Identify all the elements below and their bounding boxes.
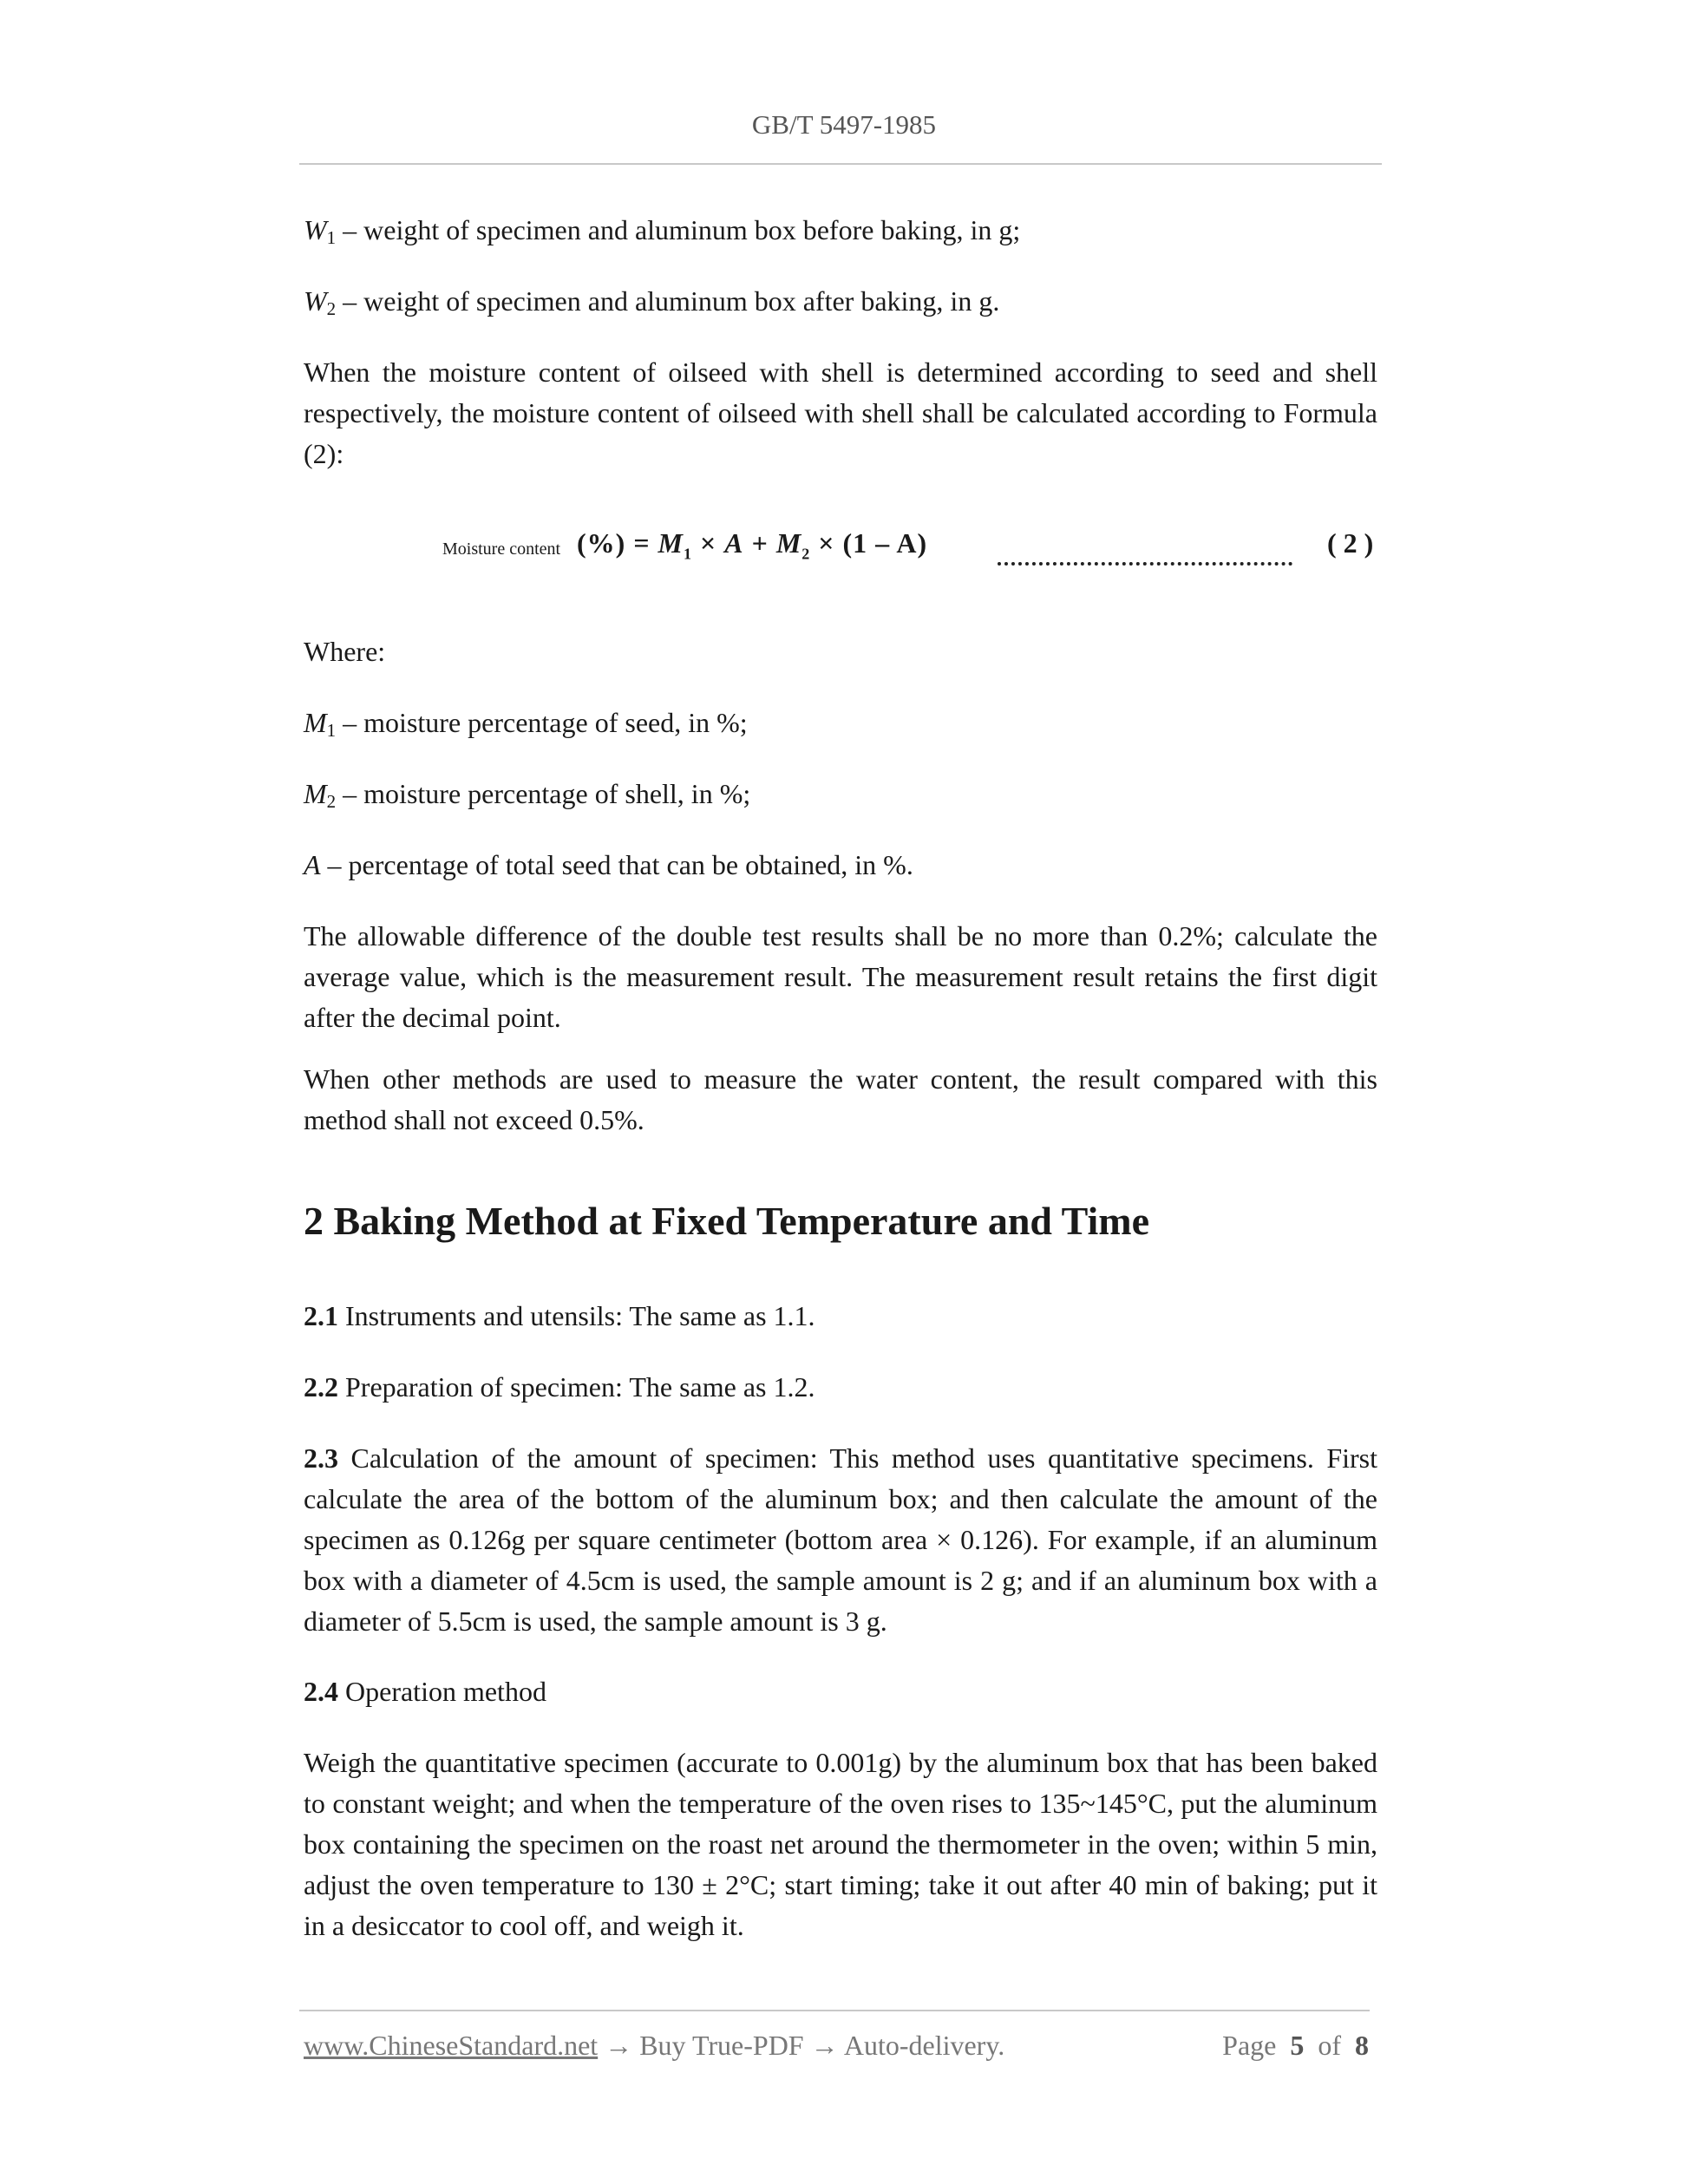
- variable-symbol: A: [304, 849, 321, 880]
- clause-number: 2.4: [304, 1676, 338, 1707]
- formula-leader-dots: [998, 527, 1292, 566]
- definition-m2: [304, 774, 1377, 818]
- variable-subscript: 1: [326, 227, 337, 248]
- header-divider: [299, 163, 1382, 165]
- variable-symbol: W: [304, 214, 327, 245]
- formula-number: ( 2 ): [1327, 527, 1374, 559]
- paragraph-allowable-difference: The allowable difference of the double test results shall be no more than 0.2%; calculate the average value, which is the measurement result. The measurement result retains the first digit after the decimal point.: [304, 920, 1377, 1033]
- clause-2-2: [304, 1367, 1377, 1408]
- variable-subscript: 2: [326, 791, 337, 812]
- clause-text: Calculation of the amount of specimen: This method uses quantitative specimens. First calculate the area of the bottom of the aluminum box; and then calculate the amount of the specimen as 0.126g per square centimeter (bottom area × 0.126). For example, if an aluminum box with a diameter of 4.5cm is used, the sample amount is 2 g; and if an aluminum box with a diameter of 5.5cm is used, the sample amount is 3 g.: [304, 1442, 1377, 1637]
- definition-text: – percentage of total seed that can be obtained, in %.: [320, 849, 913, 880]
- clause-text: Instruments and utensils: The same as 1.1.: [338, 1300, 815, 1331]
- variable-symbol: M: [304, 707, 327, 738]
- formula-lhs: (%): [577, 527, 626, 559]
- formula-equals: =: [633, 527, 651, 559]
- variable-subscript: 1: [326, 720, 337, 741]
- definition-text: – weight of specimen and aluminum box before baking, in g;: [336, 214, 1021, 245]
- formula-label: Moisture content: [442, 539, 561, 559]
- formula-m1: M: [658, 527, 684, 559]
- clause-text: Preparation of specimen: The same as 1.2.: [338, 1371, 815, 1403]
- definition-w2: [304, 281, 1377, 325]
- clause-number: 2.1: [304, 1300, 338, 1331]
- definition-a: [304, 845, 1377, 886]
- page-number: 5: [1290, 2030, 1305, 2061]
- definition-w1: [304, 210, 1377, 254]
- variable-subscript: 2: [326, 298, 337, 319]
- page-word: Page: [1222, 2030, 1277, 2061]
- clause-text: Operation method: [338, 1676, 546, 1707]
- clause-2-4: [304, 1671, 1377, 1712]
- variable-symbol: M: [304, 778, 327, 809]
- site-link[interactable]: www.ChineseStandard.net: [304, 2030, 599, 2061]
- section-heading: 2 Baking Method at Fixed Temperature and Time: [304, 1199, 1150, 1243]
- variable-symbol: W: [304, 285, 327, 317]
- formula-m2-sub: 2: [801, 545, 811, 563]
- arrow-icon: →: [803, 2030, 844, 2061]
- formula-2: [442, 527, 1379, 567]
- page-total: 8: [1355, 2030, 1369, 2061]
- formula-a: A: [724, 527, 744, 559]
- formula-times: ×: [700, 527, 717, 559]
- definition-text: – moisture percentage of shell, in %;: [336, 778, 751, 809]
- formula-m2: M: [775, 527, 802, 559]
- formula-paren: (1 – A): [842, 527, 928, 559]
- clause-2-1: [304, 1296, 1377, 1337]
- definition-m1: [304, 703, 1377, 747]
- footer-divider: [299, 2010, 1370, 2011]
- formula-m1-sub: 1: [684, 545, 692, 563]
- buy-link-text: Buy True-PDF: [639, 2030, 804, 2061]
- arrow-icon: →: [598, 2030, 640, 2061]
- paragraph-other-methods: When other methods are used to measure the water content, the result compared with this method shall not exceed 0.5%.: [304, 1063, 1377, 1135]
- definition-text: – weight of specimen and aluminum box after baking, in g.: [336, 285, 1000, 317]
- paragraph-operation-method: Weigh the quantitative specimen (accurate to 0.001g) by the aluminum box that has been baked to constant weight; and when the temperature of the oven rises to 135~145°C, put the aluminum box containing the specimen on the roast net around the thermometer in the oven; within 5 min, adjust the oven temperature to 130 ± 2°C; start timing; take it out after 40 min of baking; put it in a desiccator to cool off, and weigh it.: [304, 1747, 1377, 1941]
- formula-expression: [577, 527, 927, 563]
- footer-links: [304, 2030, 1004, 2062]
- paragraph-shell-moisture: When the moisture content of oilseed with shell is determined according to seed and shell respectively, the moisture content of oilseed with shell shall be calculated according to Formula (2):: [304, 356, 1377, 469]
- where-label: Where:: [304, 636, 386, 667]
- page-header-title: GB/T 5497-1985: [751, 109, 937, 140]
- clause-number: 2.2: [304, 1371, 338, 1403]
- clause-number: 2.3: [304, 1442, 338, 1474]
- definition-text: – moisture percentage of seed, in %;: [336, 707, 748, 738]
- clause-2-3: [304, 1438, 1377, 1642]
- page-indicator: [1214, 2030, 1369, 2062]
- formula-plus: +: [751, 527, 769, 559]
- formula-times: ×: [818, 527, 835, 559]
- of-word: of: [1318, 2030, 1341, 2061]
- delivery-text: Auto-delivery.: [843, 2030, 1005, 2061]
